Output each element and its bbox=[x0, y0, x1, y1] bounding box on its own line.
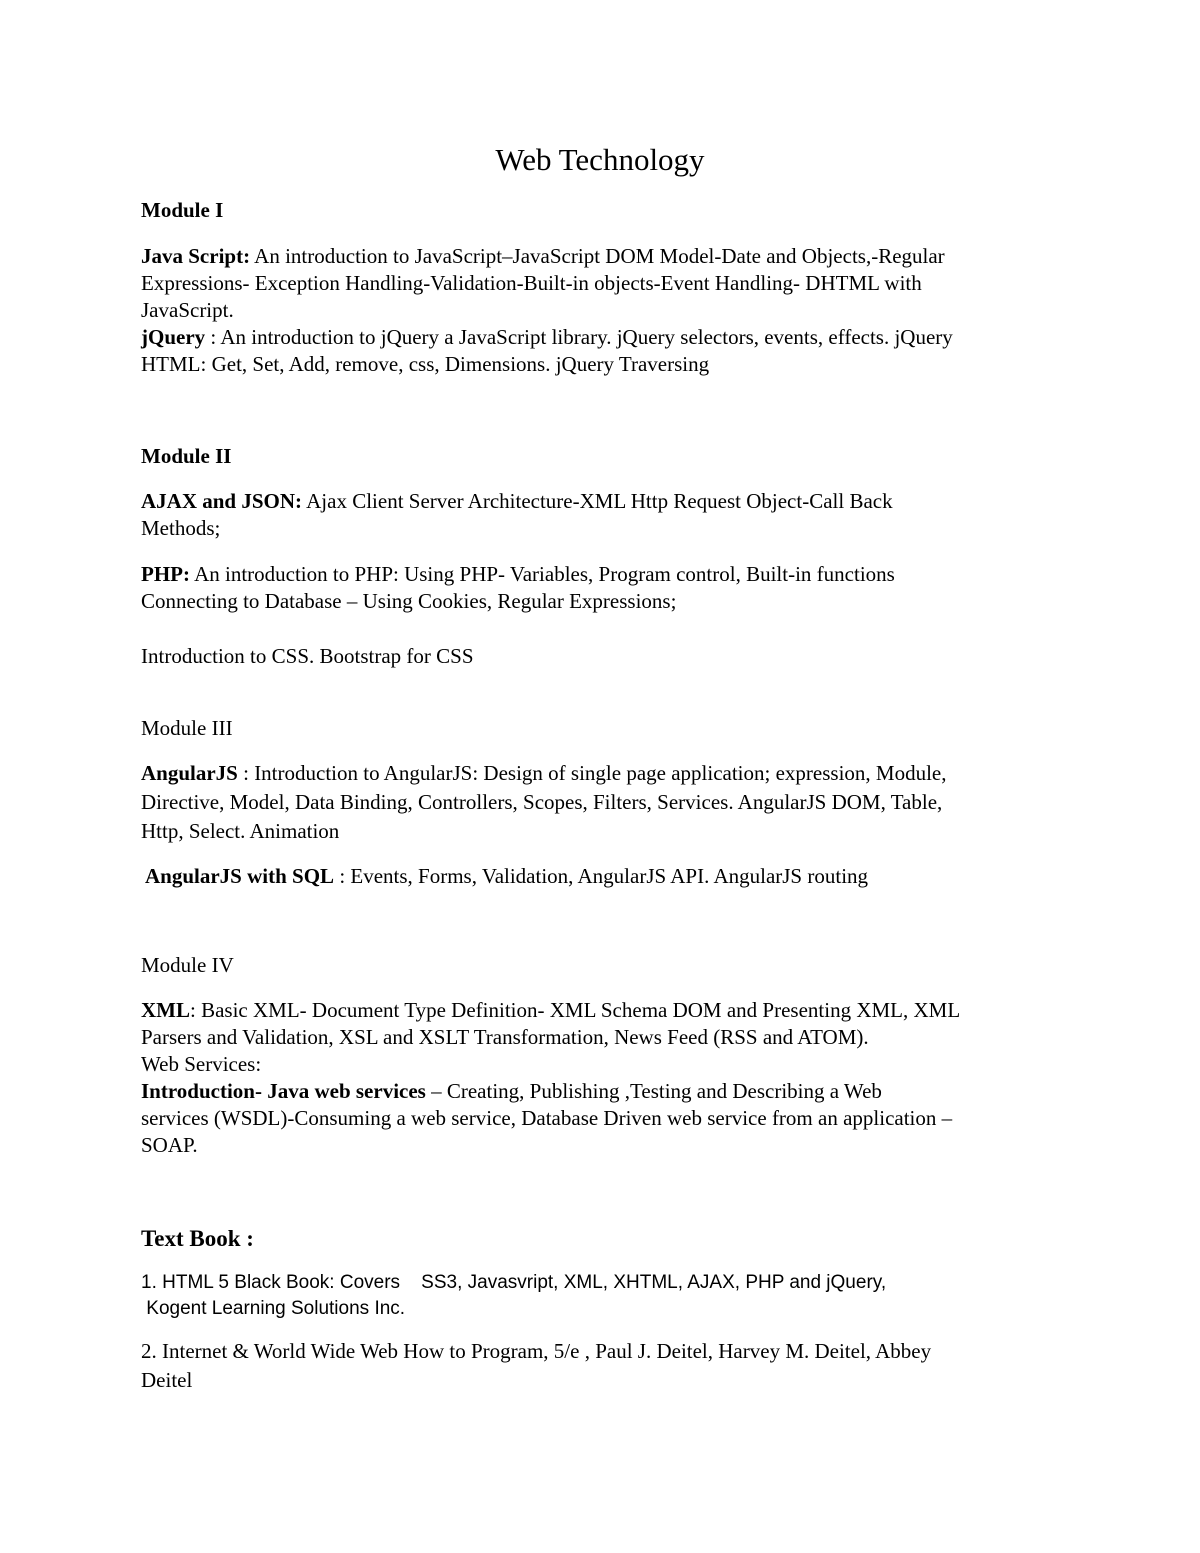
jquery-text-1: : An introduction to jQuery a JavaScript library. jQuery selectors, events, effects. jQuery bbox=[205, 325, 953, 349]
module-2-php-paragraph bbox=[141, 561, 1081, 615]
text-book-item-2-line-1: 2. Internet & World Wide Web How to Program, 5/e , Paul J. Deitel, Harvey M. Deitel, Abbey bbox=[141, 1339, 932, 1363]
text-book-heading: Text Book : bbox=[141, 1226, 254, 1251]
text-book-item-1 bbox=[141, 1270, 1081, 1322]
javascript-line-1 bbox=[141, 243, 1081, 270]
jquery-line-2: HTML: Get, Set, Add, remove, css, Dimensions. jQuery Traversing bbox=[141, 352, 710, 376]
text-book-item-2 bbox=[141, 1337, 1081, 1395]
xml-label: XML bbox=[141, 998, 190, 1022]
php-text-1: An introduction to PHP: Using PHP- Variables, Program control, Built-in functions bbox=[189, 562, 895, 586]
intro-java-ws-line-2: services (WSDL)-Consuming a web service, Database Driven web service from an application – bbox=[141, 1106, 953, 1130]
angularjs-line-1 bbox=[141, 760, 1081, 787]
module-3-angularjs-paragraph bbox=[141, 760, 1081, 845]
module-1-heading: Module I bbox=[141, 198, 224, 222]
javascript-line-3: JavaScript. bbox=[141, 298, 234, 322]
ajax-label: AJAX and JSON: bbox=[141, 489, 303, 513]
angularjs-text-1: : Introduction to AngularJS: Design of single page application; expression, Module, bbox=[237, 761, 947, 785]
module-3-angularjs-sql-line bbox=[145, 863, 1085, 890]
text-book-item-1-line-2: Kogent Learning Solutions Inc. bbox=[141, 1298, 406, 1319]
php-label: PHP: bbox=[141, 562, 190, 586]
text-book-item-1-line-1: 1. HTML 5 Black Book: Covers SS3, Javasvript, XML, XHTML, AJAX, PHP and jQuery, bbox=[141, 1272, 887, 1293]
module-4-heading: Module IV bbox=[141, 953, 234, 977]
module-2-ajax-paragraph bbox=[141, 488, 1081, 542]
intro-java-ws-text-1: – Creating, Publishing ,Testing and Describing a Web bbox=[425, 1079, 882, 1103]
angularjs-label: AngularJS bbox=[141, 761, 238, 785]
php-line-2: Connecting to Database – Using Cookies, Regular Expressions; bbox=[141, 589, 677, 613]
xml-line-1 bbox=[141, 997, 1081, 1024]
php-line-1 bbox=[141, 561, 1081, 588]
ajax-text-1: Ajax Client Server Architecture-XML Http Request Object-Call Back bbox=[302, 489, 893, 513]
jquery-label: jQuery bbox=[141, 325, 206, 349]
intro-java-ws-line-1 bbox=[141, 1078, 1081, 1105]
module-3-heading: Module III bbox=[141, 716, 233, 740]
text-book-item-2-line-2: Deitel bbox=[141, 1368, 193, 1392]
module-4-xml-paragraph bbox=[141, 997, 1081, 1159]
angularjs-sql-text: : Events, Forms, Validation, AngularJS API. AngularJS routing bbox=[334, 864, 869, 888]
page-title: Web Technology bbox=[495, 142, 705, 177]
intro-java-ws-label: Introduction- Java web services bbox=[141, 1079, 426, 1103]
module-2-heading: Module II bbox=[141, 444, 232, 468]
xml-text-1: : Basic XML- Document Type Definition- XML Schema DOM and Presenting XML, XML bbox=[190, 998, 961, 1022]
jquery-line-1 bbox=[141, 324, 1081, 351]
angularjs-sql-label: AngularJS with SQL bbox=[145, 864, 335, 888]
module-1-javascript-paragraph bbox=[141, 243, 1081, 378]
ajax-line-1 bbox=[141, 488, 1081, 515]
javascript-line-2: Expressions- Exception Handling-Validation-Built-in objects-Event Handling- DHTML with bbox=[141, 271, 922, 295]
javascript-label: Java Script: bbox=[141, 244, 251, 268]
ajax-line-2: Methods; bbox=[141, 516, 221, 540]
xml-line-2: Parsers and Validation, XSL and XSLT Transformation, News Feed (RSS and ATOM). bbox=[141, 1025, 869, 1049]
angularjs-line-2: Directive, Model, Data Binding, Controllers, Scopes, Filters, Services. AngularJS DOM, Table, bbox=[141, 790, 943, 814]
intro-java-ws-line-3: SOAP. bbox=[141, 1133, 198, 1157]
javascript-text-1: An introduction to JavaScript–JavaScript DOM Model-Date and Objects,-Regular bbox=[250, 244, 945, 268]
angularjs-line-3: Http, Select. Animation bbox=[141, 819, 340, 843]
web-services-line: Web Services: bbox=[141, 1052, 262, 1076]
module-2-css-line: Introduction to CSS. Bootstrap for CSS bbox=[141, 644, 474, 668]
